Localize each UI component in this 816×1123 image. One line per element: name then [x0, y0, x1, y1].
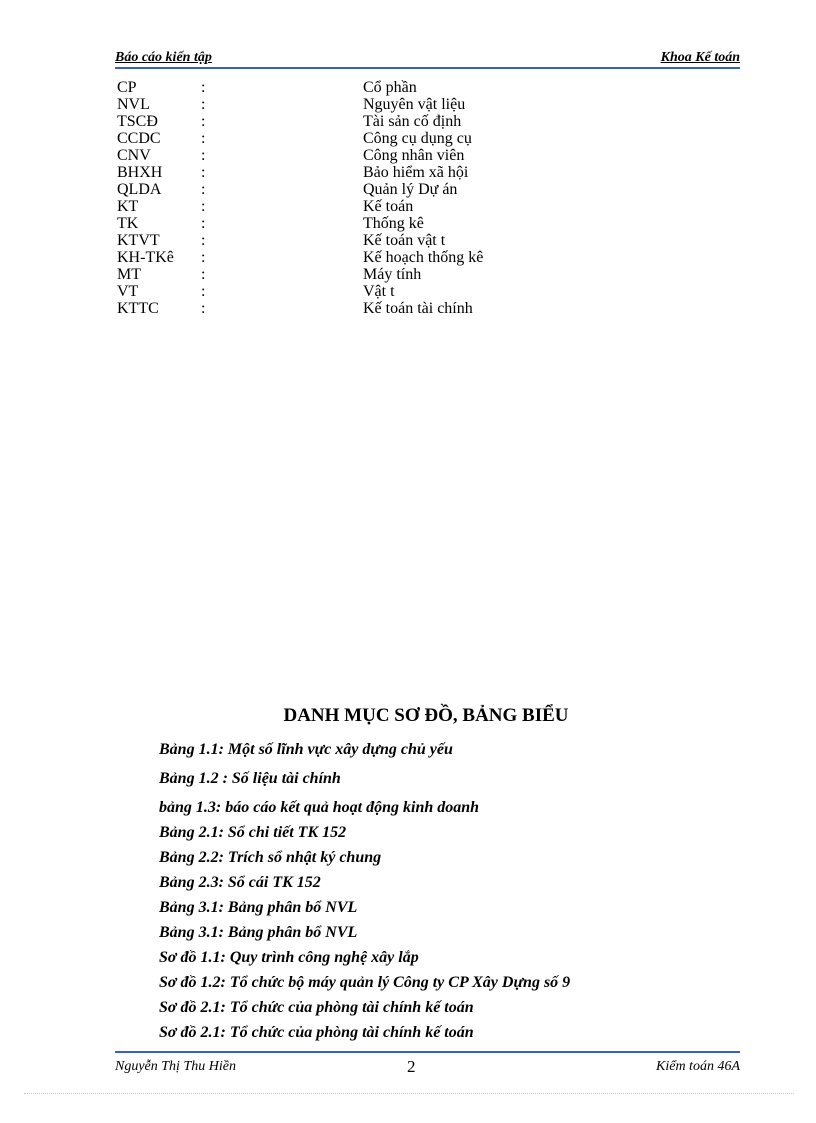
- abbreviation-code: QLDA: [117, 181, 162, 198]
- abbreviation-separator: :: [201, 181, 206, 198]
- abbreviation-list: [117, 79, 617, 317]
- abbreviation-row: [117, 130, 617, 147]
- abbreviation-separator: :: [201, 147, 206, 164]
- abbreviation-separator: :: [201, 96, 206, 113]
- abbreviation-code: KT: [117, 198, 139, 215]
- abbreviation-meaning: Máy tính: [363, 266, 422, 283]
- abbreviation-code: CCDC: [117, 130, 161, 147]
- list-item: Bảng 2.2: Trích sổ nhật ký chung: [159, 849, 382, 866]
- abbreviation-code: KH-TKê: [117, 249, 174, 266]
- abbreviation-row: [117, 79, 617, 96]
- abbreviation-row: [117, 113, 617, 130]
- abbreviation-meaning: Nguyên vật liệu: [363, 96, 466, 113]
- abbreviation-code: CP: [117, 79, 137, 96]
- abbreviation-separator: :: [201, 198, 206, 215]
- abbreviation-meaning: Kế toán tài chính: [363, 300, 473, 317]
- abbreviation-meaning: Kế toán: [363, 198, 414, 215]
- list-item: bảng 1.3: báo cáo kết quả hoạt động kinh doanh: [159, 799, 480, 816]
- abbreviation-code: BHXH: [117, 164, 163, 181]
- abbreviation-meaning: Kế hoạch thống kê: [363, 249, 484, 266]
- abbreviation-separator: :: [201, 164, 206, 181]
- abbreviation-row: [117, 283, 617, 300]
- page-number: 2: [407, 1057, 416, 1076]
- footer-class: Kiểm toán 46A: [656, 1059, 740, 1074]
- abbreviation-row: [117, 181, 617, 198]
- list-item: Sơ đồ 1.1: Quy trình công nghệ xây lắp: [159, 949, 419, 966]
- page-boundary-divider: [24, 1093, 794, 1094]
- abbreviation-code: CNV: [117, 147, 151, 164]
- abbreviation-code: NVL: [117, 96, 150, 113]
- list-item: Bảng 2.1: Sổ chi tiết TK 152: [159, 824, 347, 841]
- abbreviation-meaning: Cổ phần: [363, 79, 417, 96]
- abbreviation-meaning: Quản lý Dự án: [363, 181, 458, 198]
- list-item: Bảng 2.3: Sổ cái TK 152: [159, 874, 321, 891]
- abbreviation-separator: :: [201, 215, 206, 232]
- list-item: Bảng 1.1: Một số lĩnh vực xây dựng chủ yếu: [159, 741, 453, 758]
- abbreviation-row: [117, 198, 617, 215]
- abbreviation-row: [117, 232, 617, 249]
- abbreviation-row: [117, 300, 617, 317]
- abbreviation-row: [117, 96, 617, 113]
- page-footer: [115, 1051, 740, 1077]
- abbreviation-separator: :: [201, 283, 206, 300]
- section-title: DANH MỤC SƠ ĐỒ, BẢNG BIỂU: [283, 705, 569, 726]
- abbreviation-row: [117, 249, 617, 266]
- abbreviation-code: VT: [117, 283, 139, 300]
- abbreviation-row: [117, 147, 617, 164]
- abbreviation-separator: :: [201, 113, 206, 130]
- list-item: Bảng 1.2 : Số liệu tài chính: [159, 770, 341, 787]
- abbreviation-row: [117, 215, 617, 232]
- abbreviation-meaning: Vật t: [363, 283, 395, 300]
- abbreviation-code: MT: [117, 266, 141, 283]
- abbreviation-meaning: Bảo hiểm xã hội: [363, 164, 469, 181]
- list-item: Bảng 3.1: Bảng phân bổ NVL: [159, 899, 358, 916]
- abbreviation-separator: :: [201, 249, 206, 266]
- abbreviation-meaning: Công cụ dụng cụ: [363, 130, 472, 147]
- abbreviation-row: [117, 266, 617, 283]
- abbreviation-meaning: Kế toán vật t: [363, 232, 446, 249]
- abbreviation-separator: :: [201, 266, 206, 283]
- abbreviation-row: [117, 164, 617, 181]
- abbreviation-code: TK: [117, 215, 139, 232]
- footer-author: Nguyễn Thị Thu Hiền: [115, 1059, 236, 1074]
- page-header: [115, 50, 740, 69]
- figure-table-list: [159, 738, 739, 1046]
- abbreviation-meaning: Công nhân viên: [363, 147, 465, 164]
- abbreviation-meaning: Thống kê: [363, 215, 424, 232]
- abbreviation-separator: :: [201, 130, 206, 147]
- abbreviation-code: KTTC: [117, 300, 159, 317]
- abbreviation-meaning: Tài sản cố định: [363, 113, 462, 130]
- list-item: Sơ đồ 2.1: Tổ chức của phòng tài chính kế toán: [159, 1024, 474, 1041]
- list-item: Bảng 3.1: Bảng phân bổ NVL: [159, 924, 358, 941]
- header-report-title: Báo cáo kiến tập: [115, 50, 212, 65]
- abbreviation-separator: :: [201, 232, 206, 249]
- abbreviation-code: TSCĐ: [117, 113, 158, 130]
- abbreviation-separator: :: [201, 300, 206, 317]
- abbreviation-code: KTVT: [117, 232, 160, 249]
- header-faculty: Khoa Kế toán: [660, 50, 740, 65]
- list-item: Sơ đồ 2.1: Tổ chức của phòng tài chính kế toán: [159, 999, 474, 1016]
- abbreviation-separator: :: [201, 79, 206, 96]
- list-item: Sơ đồ 1.2: Tổ chức bộ máy quản lý Công ty CP Xây Dựng số 9: [159, 974, 571, 991]
